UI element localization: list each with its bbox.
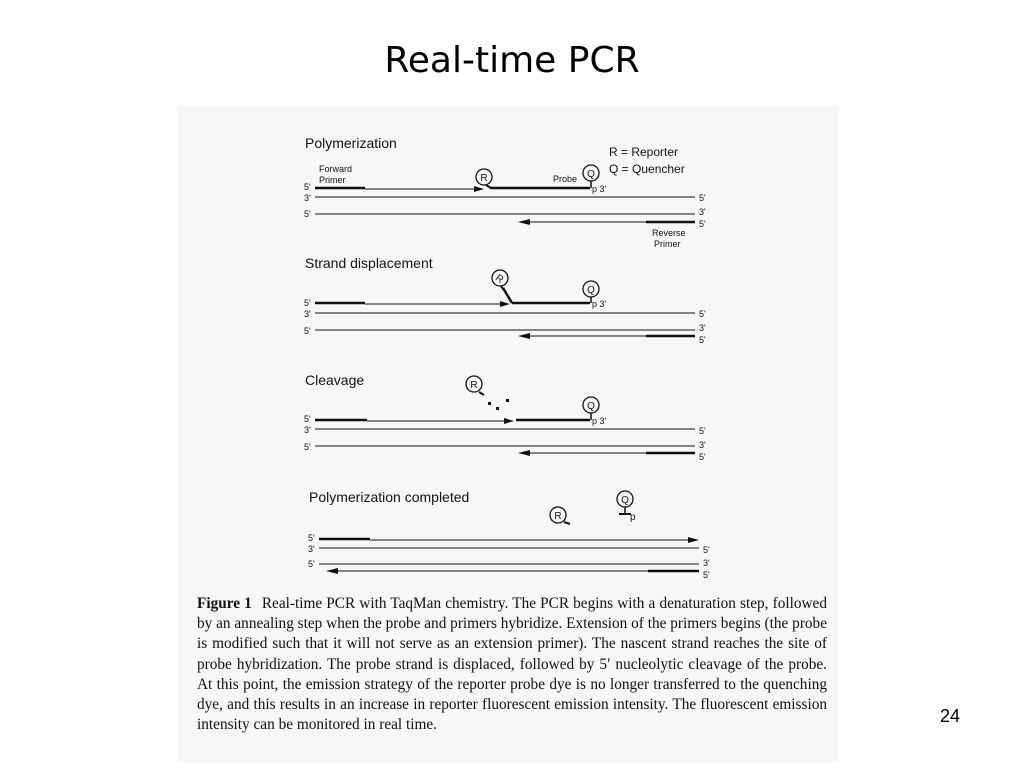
strand-end-label: 5' <box>699 452 706 462</box>
strand-end-label: 5' <box>308 559 315 569</box>
strand-end-label: 3' <box>703 558 710 568</box>
quencher-letter: Q <box>587 285 595 296</box>
reporter-letter: R <box>470 380 478 391</box>
reporter-letter: R <box>480 173 488 184</box>
reverse-arrowhead <box>518 333 530 339</box>
strand-end-label: 5' <box>308 533 315 543</box>
strand-end-label: 5' <box>703 570 710 580</box>
reverse-arrowhead <box>326 568 338 574</box>
legend-quencher: Q = Quencher <box>609 162 685 176</box>
forward-primer-label: Primer <box>319 175 346 185</box>
strand-end-label: 5' <box>699 335 706 345</box>
page-number: 24 <box>940 706 961 726</box>
displaced-probe-flap <box>503 288 512 303</box>
reporter-letter: R <box>554 511 562 522</box>
reporter-linker <box>564 522 570 524</box>
probe-label: Probe <box>553 174 578 184</box>
strand-end-label: 5' <box>703 545 710 555</box>
reporter-linker <box>479 392 484 395</box>
strand-end-label: 5' <box>304 298 311 308</box>
strand-end-label: 5' <box>699 219 706 229</box>
strand-end-label: 5' <box>699 426 706 436</box>
strand-end-label: 3' <box>304 309 311 319</box>
phosphate-3prime-label: p 3' <box>592 299 607 309</box>
strand-end-label: 3' <box>308 544 315 554</box>
panel-title: Cleavage <box>305 372 365 388</box>
panel-strand-displacement <box>304 255 706 345</box>
panel-title: Polymerization completed <box>309 489 470 505</box>
quencher-letter: Q <box>621 495 629 506</box>
slide-title: Real-time PCR <box>384 40 640 81</box>
strand-end-label: 5' <box>304 209 311 219</box>
reverse-arrowhead <box>518 450 530 456</box>
phosphate-label: p <box>630 512 636 523</box>
strand-end-label: 5' <box>304 182 311 192</box>
legend-reporter: R = Reporter <box>609 145 679 159</box>
figure-label: Figure 1 <box>197 595 252 612</box>
cleaved-fragment <box>496 407 499 410</box>
strand-end-label: 5' <box>304 414 311 424</box>
strand-end-label: 3' <box>304 425 311 435</box>
cleaved-fragment <box>506 399 509 402</box>
strand-end-label: 5' <box>699 193 706 203</box>
extension-arrowhead <box>474 186 484 192</box>
phosphate-3prime-label: p 3' <box>592 184 607 194</box>
strand-end-label: 5' <box>304 442 311 452</box>
forward-primer-label: Forward <box>319 164 353 174</box>
extension-arrowhead <box>688 537 699 543</box>
strand-end-label: 5' <box>304 326 311 336</box>
strand-end-label: 5' <box>699 309 706 319</box>
panel-title: Strand displacement <box>305 255 433 271</box>
quencher-letter: Q <box>587 169 595 180</box>
reporter-letter: R <box>493 272 506 286</box>
panel-cleavage <box>304 372 706 462</box>
reporter-linker <box>486 185 491 188</box>
reverse-arrowhead <box>518 219 530 225</box>
strand-end-label: 3' <box>699 440 706 450</box>
quencher-letter: Q <box>587 401 595 412</box>
cleaved-fragment <box>488 402 491 405</box>
figure-caption <box>197 594 827 735</box>
panel-polymerization-completed <box>308 489 710 580</box>
reporter-linker <box>501 286 503 289</box>
strand-end-label: 3' <box>699 323 706 333</box>
caption-text: Real-time PCR with TaqMan chemistry. The PCR begins with a denaturation step, followed by an annealing step when the probe and primers hybridize. Extension of the primers begins (the probe is modified such that it will not serve as an extension primer). The nascent strand reaches the site of probe hybridization. The probe strand is displaced, followed by 5′ nucleolytic cleavage of the probe. At this point, the emission strategy of the reporter probe dye is no longer transferred to the quenching dye, and this results in an increase in reporter fluorescent emission intensity. The fluorescent emission intensity can be monitored in real time. <box>197 595 827 734</box>
panel-title: Polymerization <box>305 135 397 151</box>
extension-arrowhead <box>500 301 510 307</box>
strand-end-label: 3' <box>699 207 706 217</box>
reverse-primer-label: Reverse <box>652 228 686 238</box>
phosphate-3prime-label: p 3' <box>592 416 607 426</box>
extension-arrowhead <box>504 418 514 424</box>
reverse-primer-label: Primer <box>654 239 681 249</box>
strand-end-label: 3' <box>304 193 311 203</box>
